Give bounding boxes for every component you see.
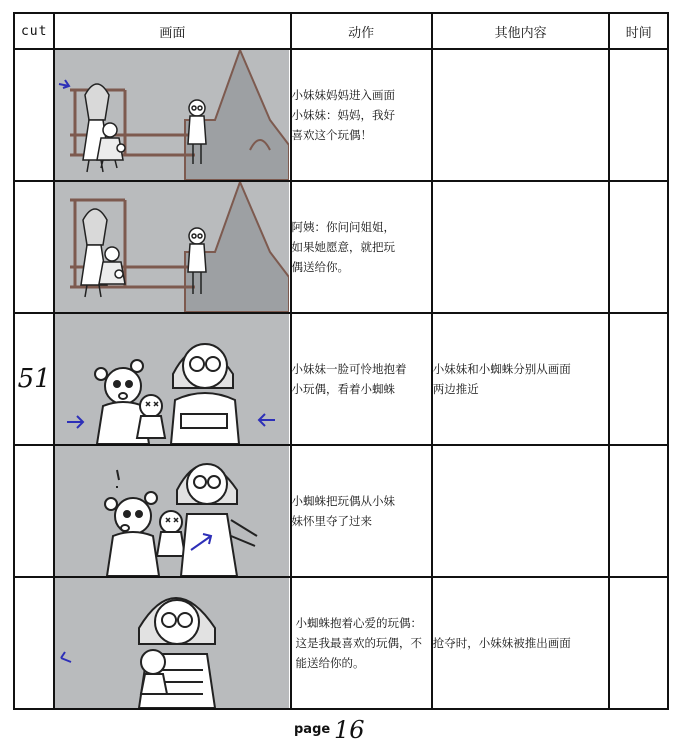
storyboard-frame-2	[55, 182, 289, 312]
header-other: 其他内容	[432, 13, 610, 49]
action-text: 小妹妹一脸可怜地抱着 小玩偶，看着小蜘蛛	[291, 313, 432, 445]
storyboard-frame-5	[55, 578, 289, 708]
header-row	[14, 13, 668, 49]
table-row	[14, 313, 668, 445]
frame-cell	[54, 313, 290, 445]
page-footer	[0, 718, 700, 744]
table-row	[14, 49, 668, 181]
storyboard-frame-4	[55, 446, 289, 576]
cut-number	[14, 577, 54, 709]
action-text: 阿姨：你问问姐姐， 如果她愿意，就把玩 偶送给你。	[291, 181, 432, 313]
storyboard-sheet	[13, 12, 669, 715]
frame-cell	[54, 577, 290, 709]
page-label: page	[294, 722, 331, 737]
frame-cell	[54, 181, 290, 313]
table-row	[14, 181, 668, 313]
time-cell	[609, 313, 668, 445]
storyboard-table	[13, 12, 669, 710]
frame-cell	[54, 445, 290, 577]
time-cell	[609, 445, 668, 577]
action-text: 小蜘蛛抱着心爱的玩偶： 这是我最喜欢的玩偶，不 能送给你的。	[291, 577, 432, 709]
header-action: 动作	[291, 13, 432, 49]
header-time: 时间	[609, 13, 668, 49]
header-cut: cut	[14, 13, 54, 49]
storyboard-frame-3	[55, 314, 289, 444]
other-content	[432, 181, 610, 313]
time-cell	[609, 181, 668, 313]
cut-number	[14, 181, 54, 313]
table-row	[14, 445, 668, 577]
cut-number	[14, 49, 54, 181]
page-number: 16	[334, 716, 365, 744]
action-text: 小妹妹妈妈进入画面 小妹妹：妈妈，我好 喜欢这个玩偶！	[291, 49, 432, 181]
other-content	[432, 49, 610, 181]
other-content: 小妹妹和小蜘蛛分别从画面 两边推近	[432, 313, 610, 445]
toy-doll	[157, 511, 185, 556]
time-cell	[609, 49, 668, 181]
table-row	[14, 577, 668, 709]
storyboard-frame-1	[55, 50, 289, 180]
action-text: 小蜘蛛把玩偶从小妹 妹怀里夺了过来	[291, 445, 432, 577]
other-content: 抢夺时，小妹妹被推出画面	[432, 577, 610, 709]
toy-doll	[137, 395, 165, 438]
cut-number	[14, 445, 54, 577]
header-image: 画面	[54, 13, 290, 49]
cut-number: 51	[14, 313, 54, 445]
time-cell	[609, 577, 668, 709]
frame-cell	[54, 49, 290, 181]
other-content	[432, 445, 610, 577]
